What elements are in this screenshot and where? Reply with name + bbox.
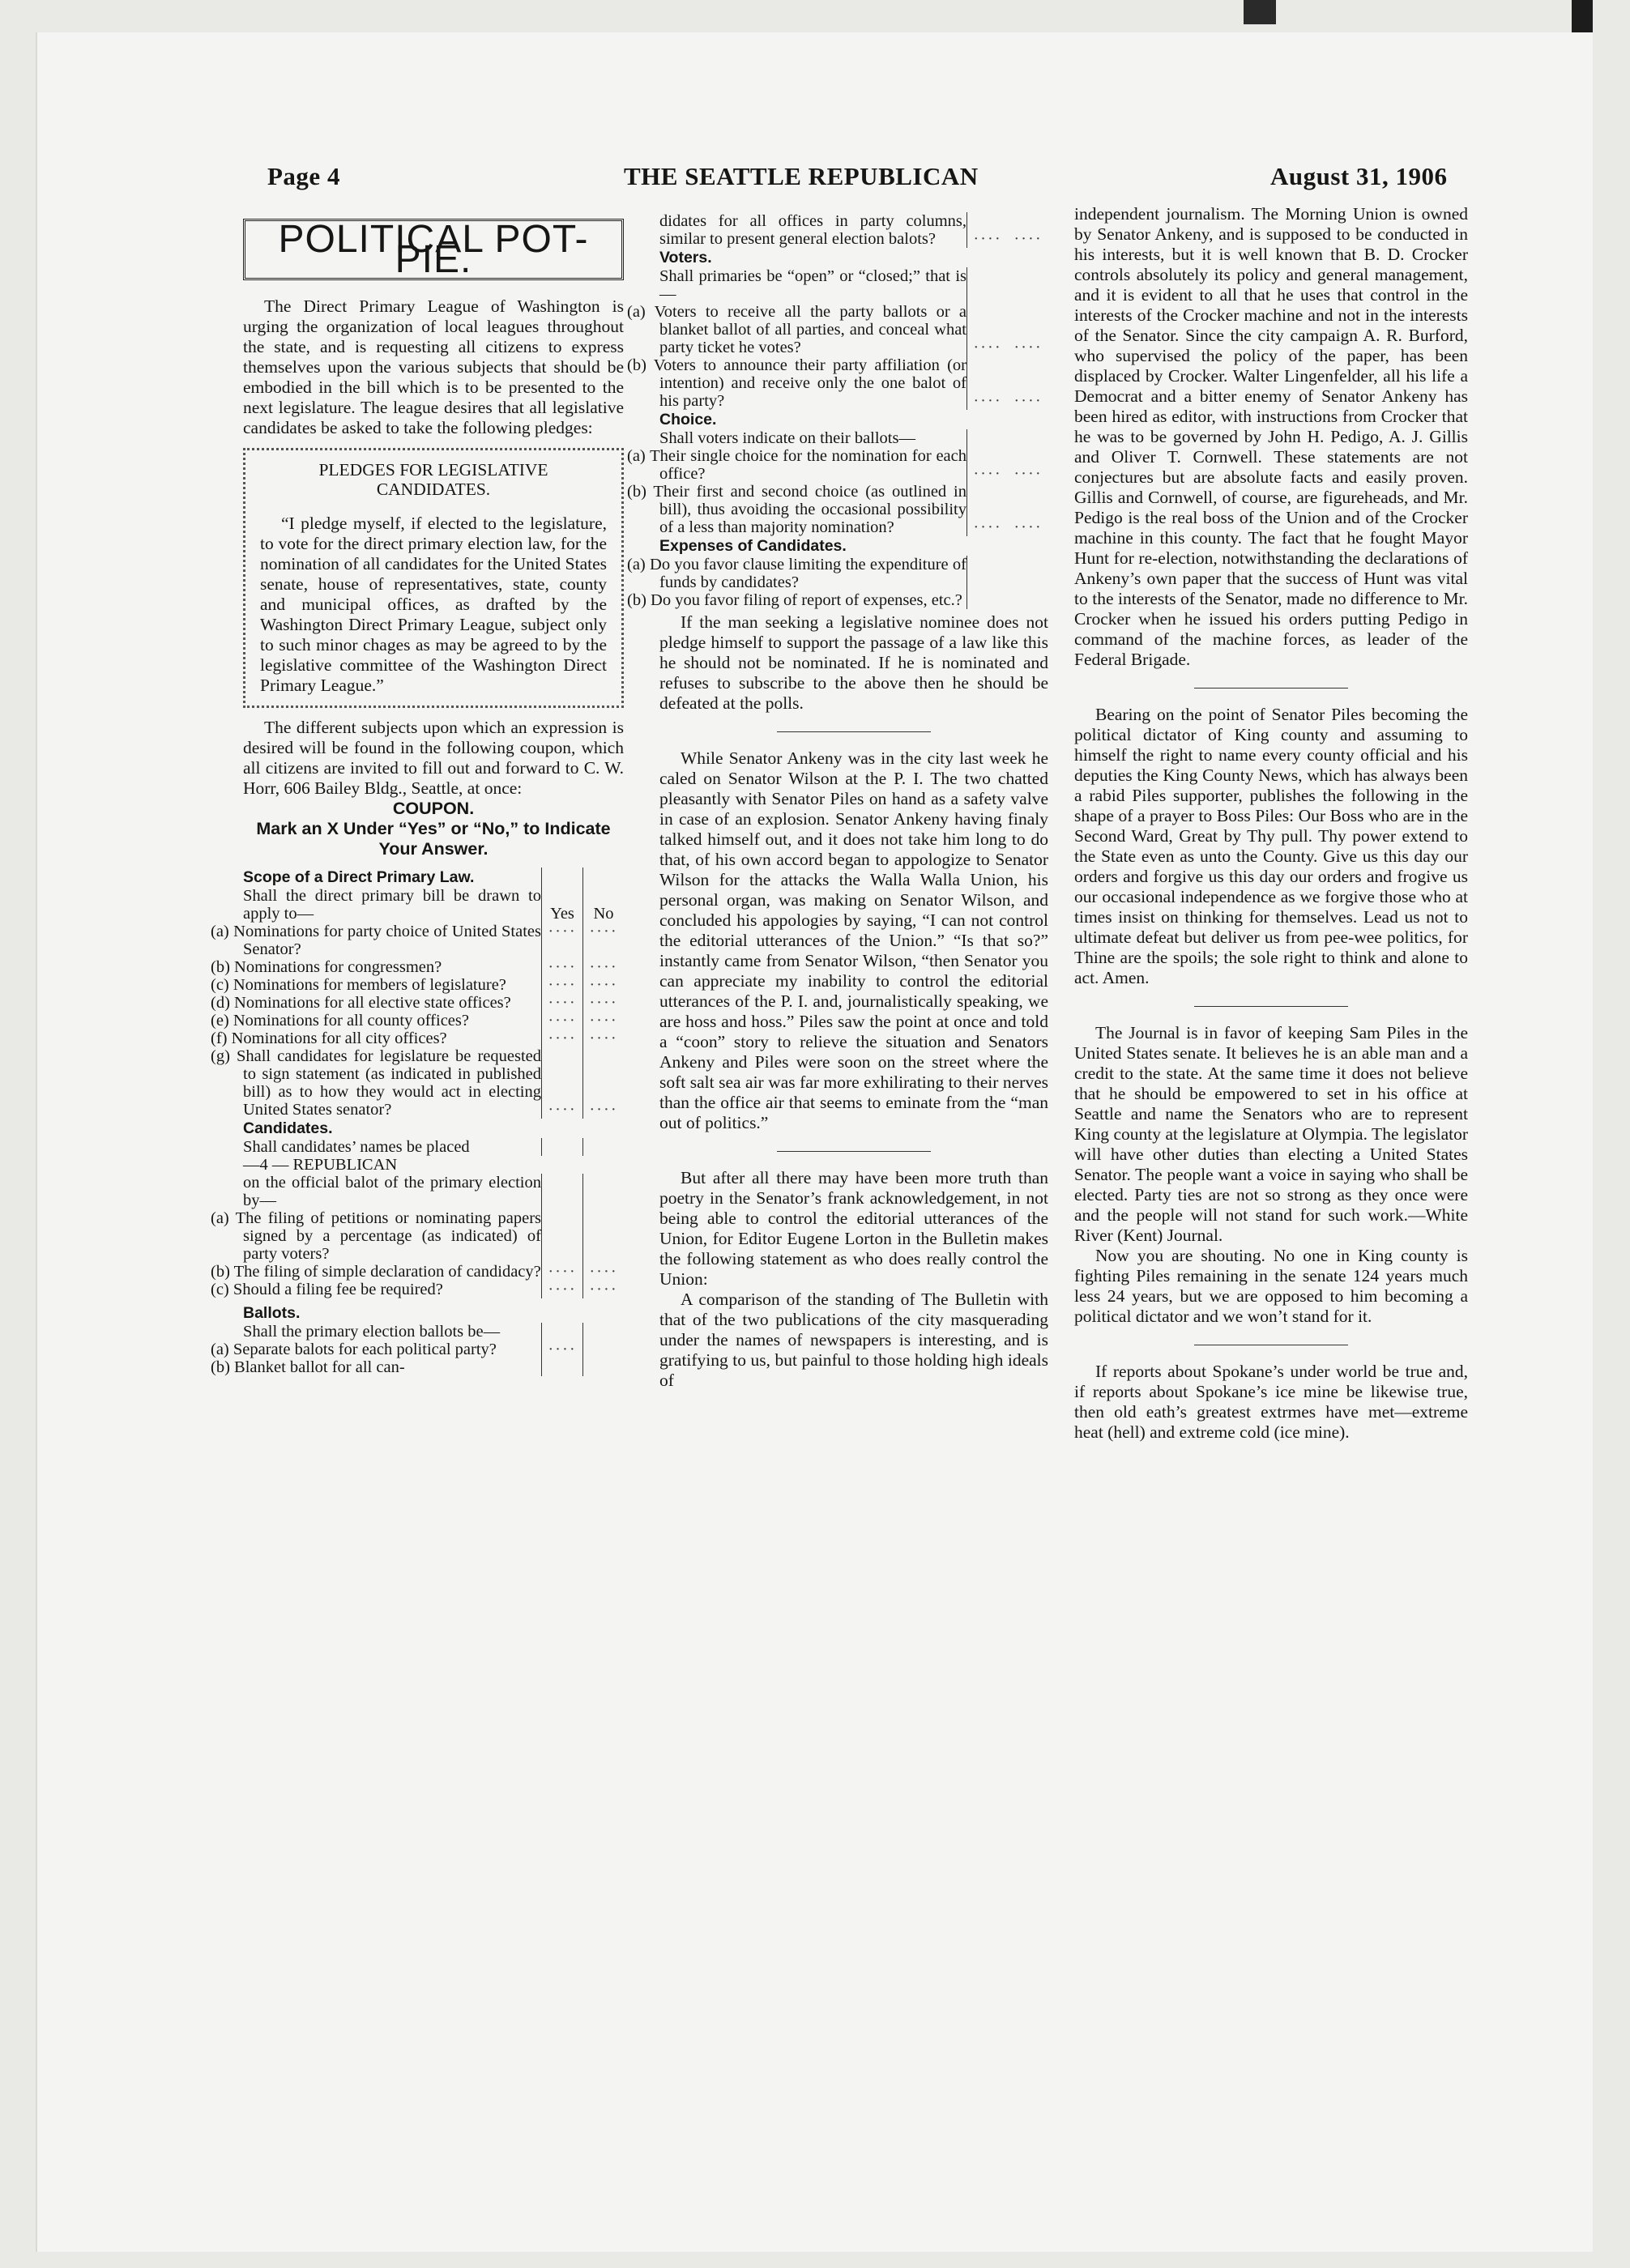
scope-item: (d) Nominations for all elective state offices? (211, 994, 511, 1012)
section-divider (777, 731, 931, 732)
expenses-heading: Expenses of Candidates. (659, 537, 847, 555)
answer-no-cell[interactable] (583, 1341, 625, 1358)
page-number: Page 4 (267, 162, 340, 190)
continuation-paragraph: independent journalism. The Morning Union is owned by Senator Ankeny, and is supposed to be conducted in his interests, but it is well known that B. D. Crocker controls absolutely its policy and general management, and it is evident to all that he uses that control in the interests of the Crocker machine and not in the interests of the Senator. Since the city campaign A. R. Burford, who supervised the policy of the paper, has been displaced by Crocker. Walter Lingenfelder, all his life a Democrat and a bitter enemy of Senator Ankeny has been hired as editor, with instructions from Crocker that he was to be governed by John H. Pedigo, A. J. Gillis and Oliver T. Cornwell. These statements are not conjectures but are absolute facts and easily proven. Gillis and Cornwell, of course, are figureheads, and Mr. Pedigo is the real boss of the Union and of the Crocker machine in this county. The fact that he fought Mayor Hunt for re-election, notwithstanding the declarations of Ankeny’s own paper that the success of Hunt was vital to the interests of the Senator, made no difference to Mr. Crocker when he issued his orders putting Pedigo in command of the machine forces, as leader of the Federal Brigade. (1074, 204, 1468, 669)
ballots-heading: Ballots. (243, 1304, 301, 1322)
answer-no-cell[interactable]: ···· (583, 976, 625, 994)
no-column-header: No (583, 868, 625, 923)
scope-item: (g) Shall candidates for legislature be requested to sign statement (as indicated in published bill) as to how they would act in electing United States senator? (211, 1047, 541, 1119)
shouting-paragraph: Now you are shouting. No one in King county is fighting Piles remaining in the senate 124 years much less 24 years, but we are opposed to him becoming a political dictator and we won’t stand for it. (1074, 1246, 1468, 1326)
scope-heading: Scope of a Direct Primary Law. (243, 868, 475, 886)
answer-yes-cell[interactable]: ···· (542, 976, 583, 994)
ballots-question: Shall the primary election ballots be— (243, 1323, 501, 1341)
candidates-item: (c) Should a filing fee be required? (211, 1281, 443, 1298)
answer-yes-cell[interactable]: ···· (542, 1263, 583, 1281)
answer-no-cell[interactable]: ···· (1013, 518, 1043, 536)
scope-item: (e) Nominations for all county offices? (211, 1012, 469, 1030)
scope-item: (a) Nominations for party choice of United States Senator? (211, 923, 541, 958)
voters-item: (a) Voters to receive all the party ballots or a blanket ballot of all parties, and conceal what party ticket he votes? (627, 303, 966, 356)
coupon-table-cont (627, 212, 1048, 609)
answer-no-cell[interactable]: ···· (583, 923, 625, 958)
truth-paragraph: But after all there may have been more truth than poetry in the Senator’s frank acknowledgement, in not being able to control the editorial utterances of the Union, for Editor Eugene Lorton in the Bulletin makes the following statement as who does really control the Union: (659, 1168, 1048, 1289)
voters-item: (b) Voters to announce their party affiliation (or intention) and receive only the one balot of his party? (627, 356, 966, 410)
answer-no-cell[interactable]: ···· (583, 1047, 625, 1119)
spokane-paragraph: If reports about Spokane’s under world be true and, if reports about Spokane’s ice mine be likewise true, then old eath’s greatest extrmes have met—extreme heat (hell) and extreme cold (ice mine). (1074, 1362, 1468, 1442)
scope-item: (f) Nominations for all city offices? (211, 1030, 447, 1047)
coupon-table (211, 868, 624, 1376)
coupon-title: COUPON. (392, 799, 475, 818)
piles-prayer-paragraph: Bearing on the point of Senator Piles becoming the political dictator of King county and assuming to himself the right to name every county official and his deputies the King County News, which has always been a rabid Piles supporter, publishes the following in the shape of a prayer to Boss Piles: Our Boss who are in the Second Ward, Great by Thy pull. Thy power extend to the State even as unto the County. Give us this day our orders and forgive us this day our orders and frogive us our occasional independence as we forgive those who at times insist on thinking for themselves. Lead us not to ultimate defeat but deliver us from pee-wee politics, for Thine are the spoils; the sole right to think and alone to act. Amen. (1074, 705, 1468, 987)
candidates-item: (a) The filing of petitions or nominating papers signed by a percentage (as indicated) of party voters? (211, 1209, 541, 1263)
section-divider (1194, 1006, 1348, 1007)
section-title-box: POLITICAL POT-PIE. (243, 219, 624, 280)
closing-paragraph: If the man seeking a legislative nominee does not pledge himself to support the passage of a law like this he should not be nominated. If he is nominated and refuses to subscribe to the above then he should be defeated at the polls. (659, 612, 1048, 713)
answer-no-cell[interactable]: ···· (583, 1012, 625, 1030)
candidates-heading: Candidates. (243, 1119, 333, 1137)
answer-yes-cell[interactable]: ···· (967, 483, 1009, 536)
column-2 (627, 212, 1048, 1391)
answer-yes-cell[interactable]: ···· (967, 356, 1009, 410)
scope-item: (b) Nominations for congressmen? (211, 958, 442, 976)
choice-item: (a) Their single choice for the nomination for each office? (627, 447, 966, 483)
answer-no-cell[interactable]: ···· (583, 1263, 625, 1281)
yes-column-header: Yes (542, 868, 583, 923)
expenses-item: (b) Do you favor filing of report of expenses, etc.? (627, 591, 962, 609)
answer-yes-cell[interactable]: ···· (967, 212, 1009, 248)
expenses-item: (a) Do you favor clause limiting the expenditure of funds by candidates? (627, 556, 966, 591)
voters-heading: Voters. (659, 249, 712, 266)
answer-yes-cell[interactable]: ···· (542, 1012, 583, 1030)
answer-yes-cell[interactable]: ···· (542, 1030, 583, 1047)
answer-no-cell[interactable]: ···· (583, 994, 625, 1012)
candidates-question-cont: on the official balot of the primary election by— (243, 1174, 541, 1209)
page-marker: —4 — REPUBLICAN (243, 1156, 398, 1174)
answer-no-cell[interactable]: ···· (583, 1281, 625, 1298)
scan-artifact (1244, 0, 1276, 24)
choice-heading: Choice. (659, 411, 717, 428)
choice-question: Shall voters indicate on their ballots— (659, 429, 915, 447)
intro-paragraph: The Direct Primary League of Washington is urging the organization of local leagues throughout the state, and is requesting all citizens to express themselves upon the various subjects that should be embodied in the bill which is to be presented to the next legislature. The league desires that all legislative candidates be asked to take the following pledges: (243, 296, 624, 437)
answer-yes-cell[interactable]: ···· (542, 923, 583, 958)
candidates-question: Shall candidates’ names be placed (243, 1138, 470, 1156)
journal-paragraph: The Journal is in favor of keeping Sam Piles in the United States senate. It believes he is an able man and a credit to the state. At the same time it does not believe that he should be empowered to set in his office at Seattle and name the Senators who are to represent King county at the legislature at Olympia. The legislator will have other duties than electing a United States Senator. The people want a voice in saying who shall be elected. Party ties are not so strong as they once were and the people will not stand for such work.—White River (Kent) Journal. (1074, 1023, 1468, 1245)
ballots-item: (b) Blanket ballot for all can- (211, 1358, 405, 1376)
answer-yes-cell[interactable]: ···· (967, 303, 1009, 356)
pledge-title: PLEDGES FOR LEGISLATIVE CANDIDATES. (318, 460, 548, 499)
column-3 (1074, 204, 1468, 1443)
answer-yes-cell[interactable]: ···· (542, 994, 583, 1012)
answer-yes-cell[interactable]: ···· (542, 1047, 583, 1119)
answer-yes-cell[interactable] (542, 1209, 583, 1263)
answer-yes-cell[interactable]: ···· (542, 1281, 583, 1298)
issue-date: August 31, 1906 (1270, 162, 1448, 190)
scope-question: Shall the direct primary bill be drawn to apply to— (243, 887, 541, 923)
answer-yes-cell[interactable]: ···· (542, 1341, 583, 1358)
coupon-instructions: Mark an X Under “Yes” or “No,” to Indicate Your Answer. (256, 819, 611, 859)
answer-yes-cell[interactable]: ···· (967, 447, 1009, 483)
pledge-text: “I pledge myself, if elected to the legislature, to vote for the direct primary election law, for the nomination of all candidates for the United States senate, house of representatives, state, county and municipal offices, as drafted by the Washington Direct Primary League, subject only to such minor chages as may be agreed to by the legislative committee of the Washington Direct Primary League.” (260, 514, 607, 695)
pledge-box (243, 448, 624, 708)
ballots-item: (a) Separate balots for each political party? (211, 1341, 497, 1358)
answer-no-cell[interactable]: ···· (1013, 465, 1043, 483)
ballots-item-cont: didates for all offices in party columns, similar to present general election balots? (659, 212, 966, 248)
answer-no-cell[interactable] (583, 1209, 625, 1263)
answer-no-cell[interactable]: ···· (583, 1030, 625, 1047)
answer-no-cell[interactable]: ···· (1013, 339, 1043, 356)
answer-yes-cell[interactable]: ···· (542, 958, 583, 976)
coupon-intro: The different subjects upon which an expression is desired will be found in the following coupon, which all citizens are invited to fill out and forward to C. W. Horr, 606 Bailey Bldg., Seattle, at once: (243, 718, 624, 798)
comparison-paragraph: A comparison of the standing of The Bulletin with that of the two publications of the city masquerading under the names of newspapers is interesting, and is gratifying to us, but painful to those holding high ideals of (659, 1290, 1048, 1390)
ankeny-paragraph: While Senator Ankeny was in the city last week he caled on Senator Wilson at the P. I. The two chatted pleasantly with Senator Piles on hand as a safety valve in case of an explosion. Senator Ankeny having finaly talked himself out, and it does not take him long to do that, of his own accord began to appologize to Senator Wilson for the attacks the Walla Walla Union, his personal organ, was making on Senator Wilson, and concluded his appologies by saying, “I can not control the editorial utterances of the Union.” “Is that so?” instantly came from Senator Wilson, “then Senator you can appreciate my inability to control the editorial utterances of the P. I. and, journalistically speaking, we are hoss and hoss.” Piles saw the point at once and told a “coon” story to relieve the situation and Senators Ankeny and Piles were soon on the street where the soft salt sea air was far more exhilirating to their nerves than the office air that seems to eminate from the “man out of politics.” (659, 748, 1048, 1132)
column-1 (211, 212, 624, 1376)
answer-no-cell[interactable]: ···· (1013, 230, 1043, 248)
answer-no-cell[interactable]: ···· (583, 958, 625, 976)
masthead-title: THE SEATTLE REPUBLICAN (624, 162, 979, 190)
scope-item: (c) Nominations for members of legislature? (211, 976, 506, 994)
answer-no-cell[interactable]: ···· (1013, 392, 1043, 410)
voters-question: Shall primaries be “open” or “closed;” that is— (659, 267, 966, 303)
section-divider (777, 1151, 931, 1152)
choice-item: (b) Their first and second choice (as outlined in bill), thus avoiding the occasional possibility of a less than majority nomination? (627, 483, 966, 536)
candidates-item: (b) The filing of simple declaration of candidacy? (211, 1263, 541, 1281)
